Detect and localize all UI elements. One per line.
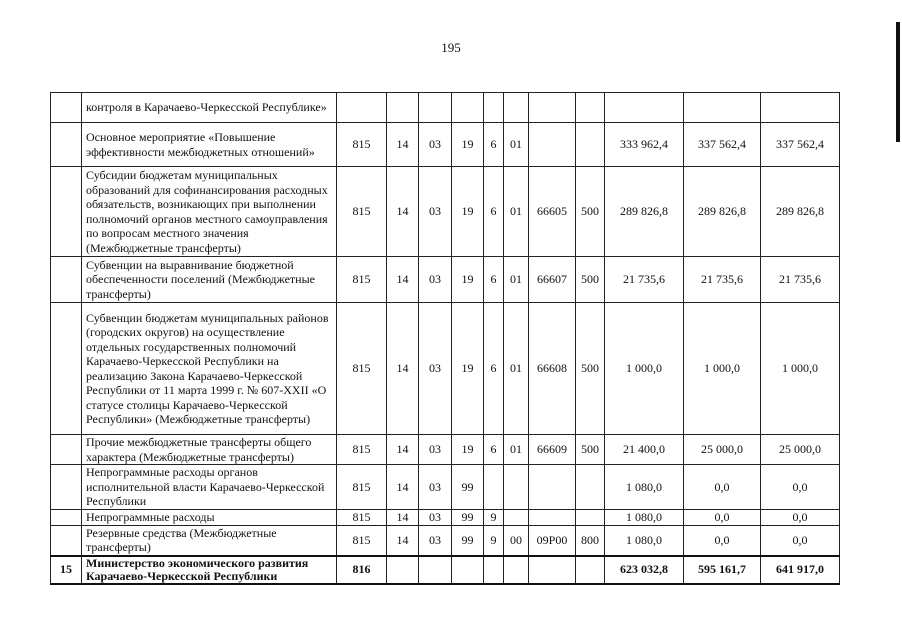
row-description: контроля в Карачаево-Черкесской Республике» [82,93,337,123]
code-subsection: 03 [419,435,452,465]
amount-year-2: 0,0 [684,509,761,525]
table-row [51,257,840,303]
code-ministry: 815 [337,435,387,465]
code-section: 14 [387,123,419,167]
code-expense-type: 500 [576,167,605,257]
amount-year-2: 0,0 [684,465,761,510]
row-description: Субсидии бюджетам муниципальных образований для софинансирования расходных обязательств, возникающих при выполнении полномочий органов местного самоуправления по вопросам местного значения (Межбюджетные трансферты) [82,167,337,257]
row-number [51,525,82,556]
code-section [387,93,419,123]
code-event: 01 [504,167,529,257]
code-event: 00 [504,525,529,556]
code-subprogram: 6 [484,435,504,465]
row-description: Непрограммные расходы [82,509,337,525]
code-direction [529,509,576,525]
code-program: 99 [452,525,484,556]
row-number [51,509,82,525]
code-subsection: 03 [419,167,452,257]
code-expense-type [576,465,605,510]
code-section: 14 [387,465,419,510]
code-subsection [419,556,452,584]
code-direction [529,123,576,167]
row-description: Прочие межбюджетные трансферты общего характера (Межбюджетные трансферты) [82,435,337,465]
table-row [51,303,840,435]
table-row [51,556,840,584]
code-subprogram [484,465,504,510]
amount-year-1: 21 735,6 [605,257,684,303]
code-expense-type: 500 [576,303,605,435]
row-description: Субвенции бюджетам муниципальных районов (городских округов) на осуществление отдельных государственных полномочий Карачаево-Черкесской Республики на реализацию Закона Карачаево-Черкесской Республики от 11 марта 1999 г. № 607-XXII «О статусе столицы Карачаево-Черкесской Республики» (Межбюджетные трансферты) [82,303,337,435]
table-row [51,435,840,465]
table-row [51,465,840,510]
amount-year-1: 21 400,0 [605,435,684,465]
code-program [452,93,484,123]
code-event: 01 [504,435,529,465]
amount-year-2: 1 000,0 [684,303,761,435]
row-description: Резервные средства (Межбюджетные трансферты) [82,525,337,556]
code-event: 01 [504,257,529,303]
amount-year-3: 0,0 [761,509,840,525]
amount-year-1: 1 000,0 [605,303,684,435]
table-row [51,93,840,123]
code-direction: 66607 [529,257,576,303]
code-program: 19 [452,435,484,465]
code-section: 14 [387,257,419,303]
code-subprogram [484,93,504,123]
row-number [51,435,82,465]
amount-year-2: 21 735,6 [684,257,761,303]
code-program: 19 [452,257,484,303]
code-subsection: 03 [419,509,452,525]
code-subprogram: 6 [484,303,504,435]
amount-year-2: 337 562,4 [684,123,761,167]
code-section: 14 [387,167,419,257]
budget-table [50,92,840,585]
code-ministry: 815 [337,303,387,435]
code-section: 14 [387,435,419,465]
code-expense-type [576,93,605,123]
code-event [504,465,529,510]
amount-year-2: 0,0 [684,525,761,556]
code-direction [529,93,576,123]
code-event [504,509,529,525]
row-number [51,303,82,435]
code-direction: 66605 [529,167,576,257]
amount-year-1: 1 080,0 [605,509,684,525]
code-direction: 66609 [529,435,576,465]
scan-edge-mark [896,22,900,142]
code-ministry [337,93,387,123]
code-subprogram: 6 [484,257,504,303]
amount-year-3: 641 917,0 [761,556,840,584]
code-program: 19 [452,123,484,167]
amount-year-2 [684,93,761,123]
amount-year-3 [761,93,840,123]
code-expense-type [576,123,605,167]
row-number [51,123,82,167]
amount-year-1: 289 826,8 [605,167,684,257]
code-subprogram: 9 [484,525,504,556]
code-section: 14 [387,509,419,525]
code-ministry: 815 [337,525,387,556]
code-program [452,556,484,584]
amount-year-1: 1 080,0 [605,465,684,510]
code-event [504,93,529,123]
row-description: Основное мероприятие «Повышение эффективности межбюджетных отношений» [82,123,337,167]
code-section [387,556,419,584]
code-direction [529,556,576,584]
amount-year-3: 289 826,8 [761,167,840,257]
code-ministry: 815 [337,509,387,525]
row-number [51,257,82,303]
row-description: Непрограммные расходы органов исполнительной власти Карачаево-Черкесской Республики [82,465,337,510]
amount-year-2: 595 161,7 [684,556,761,584]
amount-year-1 [605,93,684,123]
code-event: 01 [504,303,529,435]
amount-year-3: 337 562,4 [761,123,840,167]
table-row [51,525,840,556]
code-ministry: 815 [337,465,387,510]
amount-year-1: 623 032,8 [605,556,684,584]
row-number [51,93,82,123]
code-subsection: 03 [419,525,452,556]
row-number [51,167,82,257]
code-program: 99 [452,509,484,525]
code-subsection: 03 [419,303,452,435]
amount-year-1: 333 962,4 [605,123,684,167]
code-section: 14 [387,525,419,556]
code-program: 99 [452,465,484,510]
amount-year-2: 289 826,8 [684,167,761,257]
code-expense-type [576,556,605,584]
code-subprogram: 9 [484,509,504,525]
row-description: Министерство экономического развития Карачаево-Черкесской Республики [82,556,337,584]
code-expense-type [576,509,605,525]
amount-year-2: 25 000,0 [684,435,761,465]
code-direction [529,465,576,510]
amount-year-3: 0,0 [761,465,840,510]
code-expense-type: 500 [576,257,605,303]
amount-year-3: 25 000,0 [761,435,840,465]
code-program: 19 [452,167,484,257]
table-row [51,167,840,257]
code-expense-type: 800 [576,525,605,556]
code-direction: 09Р00 [529,525,576,556]
code-event [504,556,529,584]
code-section: 14 [387,303,419,435]
code-subsection: 03 [419,123,452,167]
table-row [51,123,840,167]
page-number: 195 [441,40,461,55]
code-subsection: 03 [419,257,452,303]
code-ministry: 816 [337,556,387,584]
code-event: 01 [504,123,529,167]
code-subprogram: 6 [484,123,504,167]
code-ministry: 815 [337,257,387,303]
code-ministry: 815 [337,167,387,257]
amount-year-1: 1 080,0 [605,525,684,556]
code-expense-type: 500 [576,435,605,465]
table-row [51,509,840,525]
code-ministry: 815 [337,123,387,167]
amount-year-3: 0,0 [761,525,840,556]
code-direction: 66608 [529,303,576,435]
amount-year-3: 1 000,0 [761,303,840,435]
code-subsection: 03 [419,465,452,510]
code-program: 19 [452,303,484,435]
row-number [51,465,82,510]
row-number: 15 [51,556,82,584]
row-description: Субвенции на выравнивание бюджетной обеспеченности поселений (Межбюджетные трансферты) [82,257,337,303]
code-subsection [419,93,452,123]
amount-year-3: 21 735,6 [761,257,840,303]
code-subprogram: 6 [484,167,504,257]
code-subprogram [484,556,504,584]
